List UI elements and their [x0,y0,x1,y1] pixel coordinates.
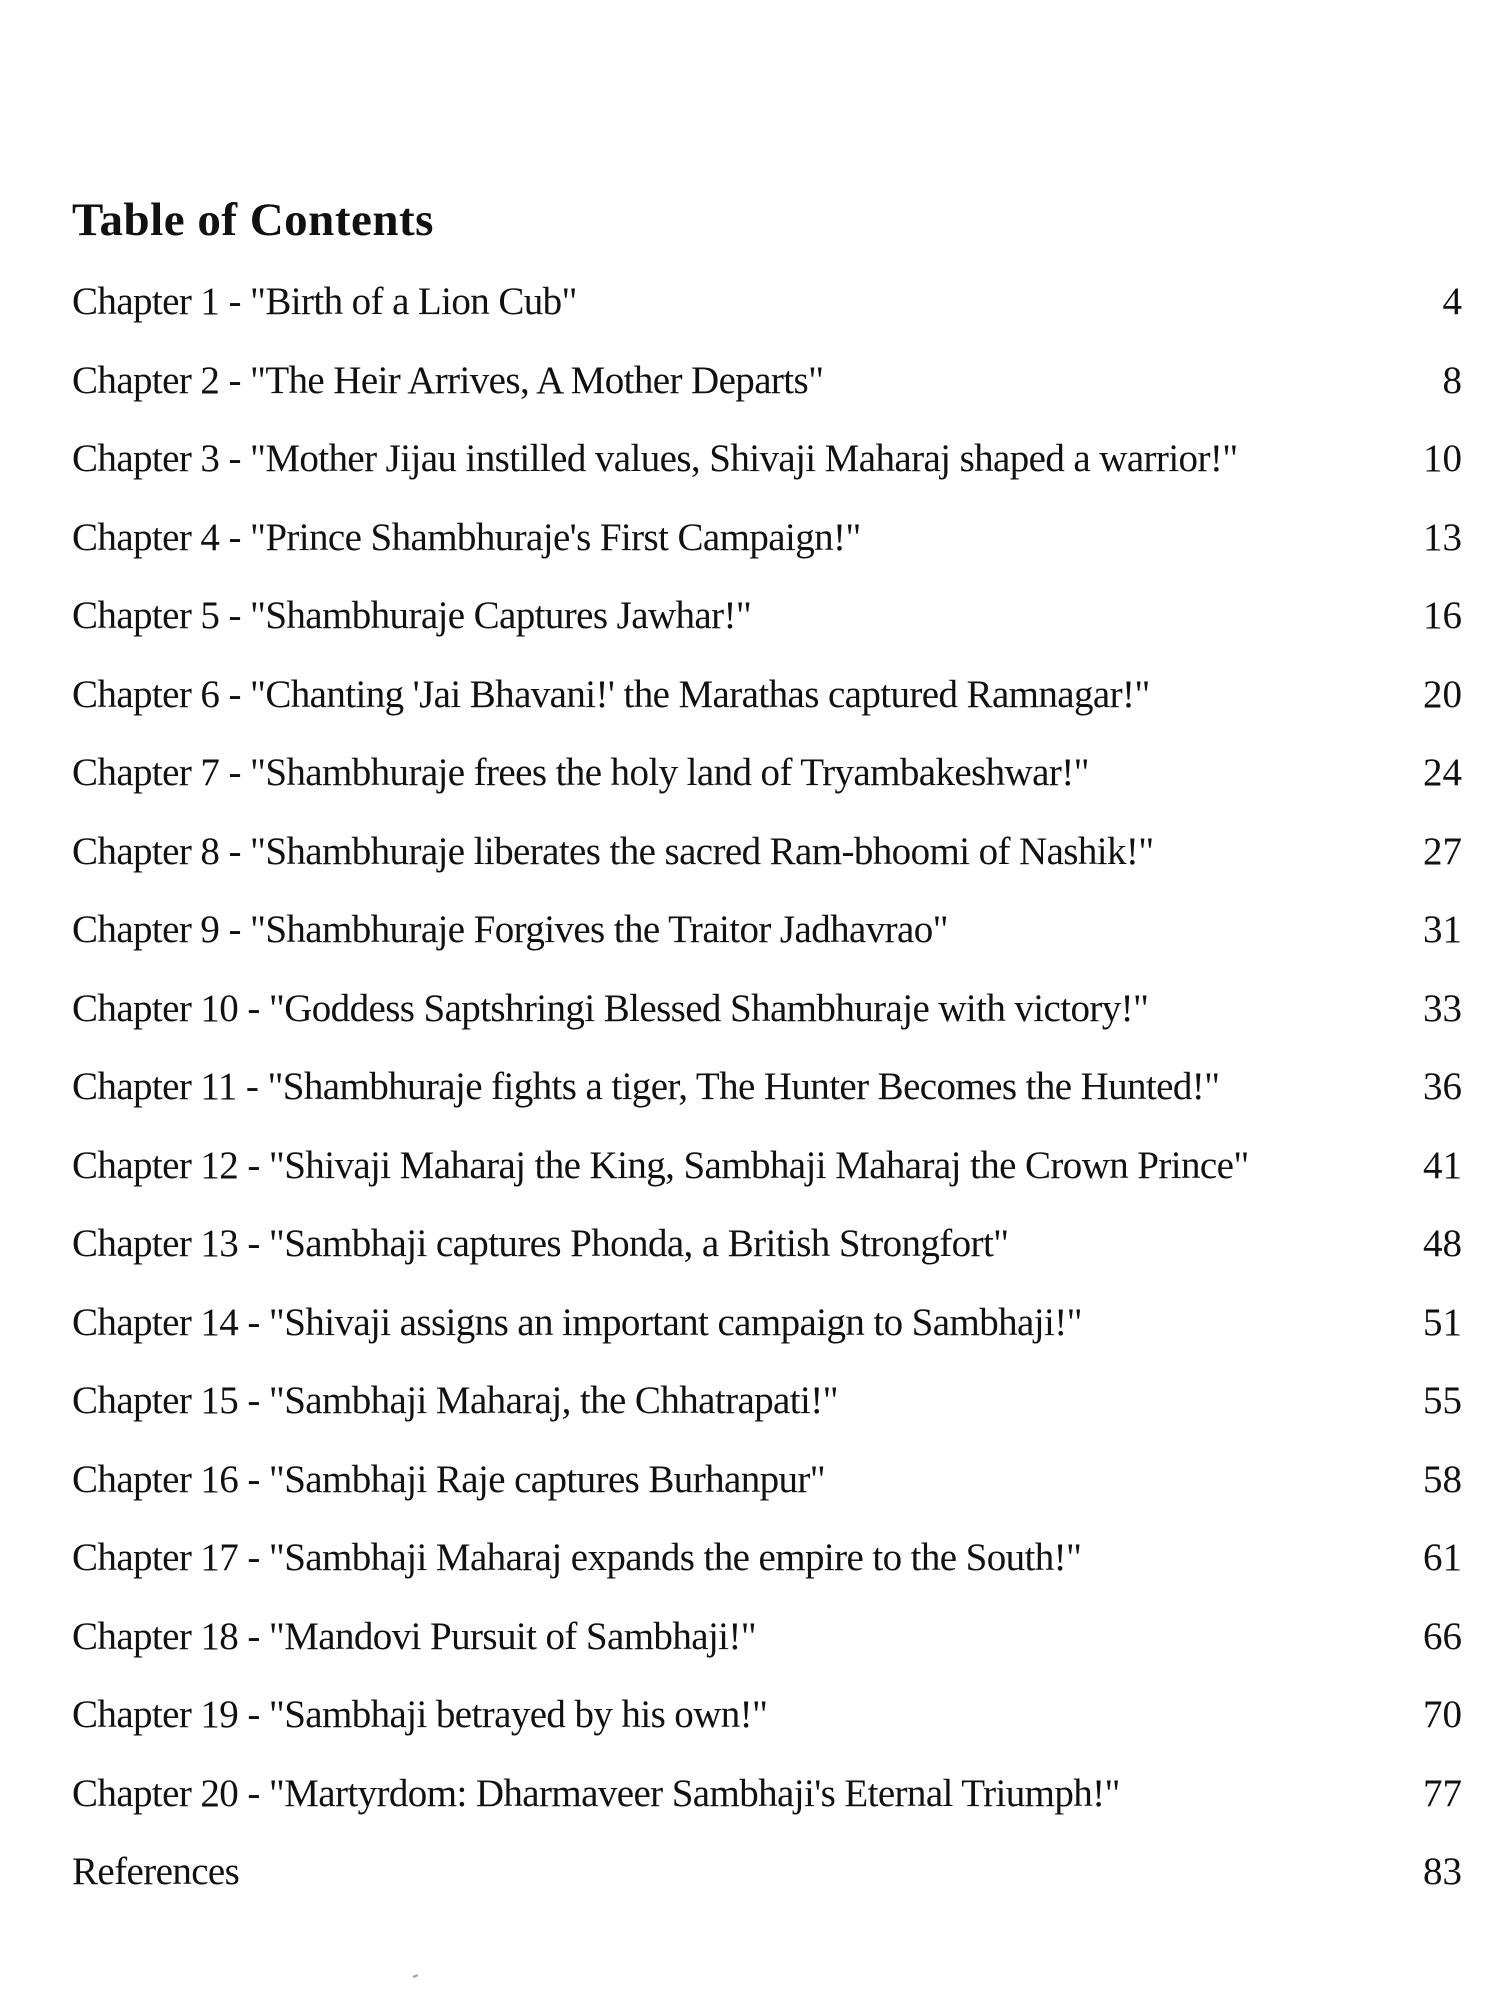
toc-entry-title: Chapter 8 - "Shambhuraje liberates the sacred Ram-bhoomi of Nashik!" [72,829,1154,873]
toc-entry-title: Chapter 20 - "Martyrdom: Dharmaveer Sambhaji's Eternal Triumph!" [72,1771,1120,1815]
toc-entry [72,1448,1462,1527]
scan-speck [413,1974,418,1978]
toc-entry [72,584,1462,663]
page-title: Table of Contents [72,194,434,246]
toc-entry-title: Chapter 12 - "Shivaji Maharaj the King, Sambhaji Maharaj the Crown Prince" [72,1143,1249,1187]
toc-entry [72,427,1462,506]
toc-page-number: 41 [1423,1143,1462,1187]
toc-entry-title: Chapter 5 - "Shambhuraje Captures Jawhar!" [72,594,752,637]
toc-page-number: 8 [1442,358,1462,402]
toc-entry-title: Chapter 18 - "Mandovi Pursuit of Sambhaji!" [72,1614,757,1658]
toc-entry [72,977,1462,1056]
toc-entry [72,1683,1462,1762]
toc-page-number: 48 [1423,1222,1462,1265]
toc-entry-title: Chapter 16 - "Sambhaji Raje captures Burhanpur" [72,1457,826,1501]
toc-entry-title: Chapter 2 - "The Heir Arrives, A Mother Departs" [72,358,824,402]
toc-entry [72,1055,1462,1134]
toc-page-number: 55 [1423,1379,1462,1422]
toc-page-number: 10 [1423,437,1462,480]
toc-page-number: 27 [1423,829,1462,873]
toc-page-number: 66 [1423,1614,1462,1658]
toc-page-number: 83 [1423,1850,1462,1893]
toc-page-number: 58 [1423,1457,1462,1501]
toc-entry-references [72,1840,1462,1919]
toc-page-number: 70 [1423,1693,1462,1736]
toc-entry [72,1212,1462,1291]
toc-entry [72,741,1462,820]
toc-entry-title: Chapter 13 - "Sambhaji captures Phonda, a British Strongfort" [72,1222,1009,1265]
toc-entry-title: Chapter 4 - "Prince Shambhuraje's First Campaign!" [72,515,861,559]
toc-page-number: 36 [1423,1065,1462,1108]
toc-entry [72,1605,1462,1684]
toc-entry-title: Chapter 14 - "Shivaji assigns an important campaign to Sambhaji!" [72,1300,1082,1344]
toc-entry [72,1291,1462,1370]
toc-entry [72,506,1462,585]
toc-page-number: 61 [1423,1536,1462,1579]
toc-page-number: 33 [1423,986,1462,1030]
toc-entry [72,270,1462,349]
toc-page-number: 16 [1423,594,1462,637]
toc-entry [72,1134,1462,1213]
toc-entry-title: References [72,1850,240,1893]
toc-entry [72,1369,1462,1448]
toc-entry-title: Chapter 17 - "Sambhaji Maharaj expands the empire to the South!" [72,1536,1082,1579]
toc-entry-title: Chapter 19 - "Sambhaji betrayed by his own!" [72,1693,768,1736]
toc-page-number: 13 [1423,515,1462,559]
toc-list [72,270,1462,1919]
toc-entry-title: Chapter 10 - "Goddess Saptshringi Blessed Shambhuraje with victory!" [72,986,1149,1030]
toc-entry-title: Chapter 1 - "Birth of a Lion Cub" [72,280,577,323]
toc-page-number: 31 [1423,908,1462,951]
toc-entry-title: Chapter 15 - "Sambhaji Maharaj, the Chhatrapati!" [72,1379,838,1422]
toc-entry-title: Chapter 7 - "Shambhuraje frees the holy land of Tryambakeshwar!" [72,751,1089,794]
toc-entry [72,1526,1462,1605]
toc-page-number: 24 [1423,751,1462,794]
toc-entry [72,349,1462,428]
toc-entry [72,898,1462,977]
toc-page-number: 4 [1442,280,1462,323]
toc-entry [72,820,1462,899]
toc-entry-title: Chapter 6 - "Chanting 'Jai Bhavani!' the Marathas captured Ramnagar!" [72,672,1150,716]
toc-page-number: 20 [1423,672,1462,716]
toc-entry [72,663,1462,742]
toc-page-number: 51 [1423,1300,1462,1344]
toc-entry-title: Chapter 9 - "Shambhuraje Forgives the Traitor Jadhavrao" [72,908,948,951]
toc-entry-title: Chapter 11 - "Shambhuraje fights a tiger, The Hunter Becomes the Hunted!" [72,1065,1220,1108]
toc-page-number: 77 [1423,1771,1462,1815]
toc-entry-title: Chapter 3 - "Mother Jijau instilled values, Shivaji Maharaj shaped a warrior!" [72,437,1238,480]
toc-entry [72,1762,1462,1841]
